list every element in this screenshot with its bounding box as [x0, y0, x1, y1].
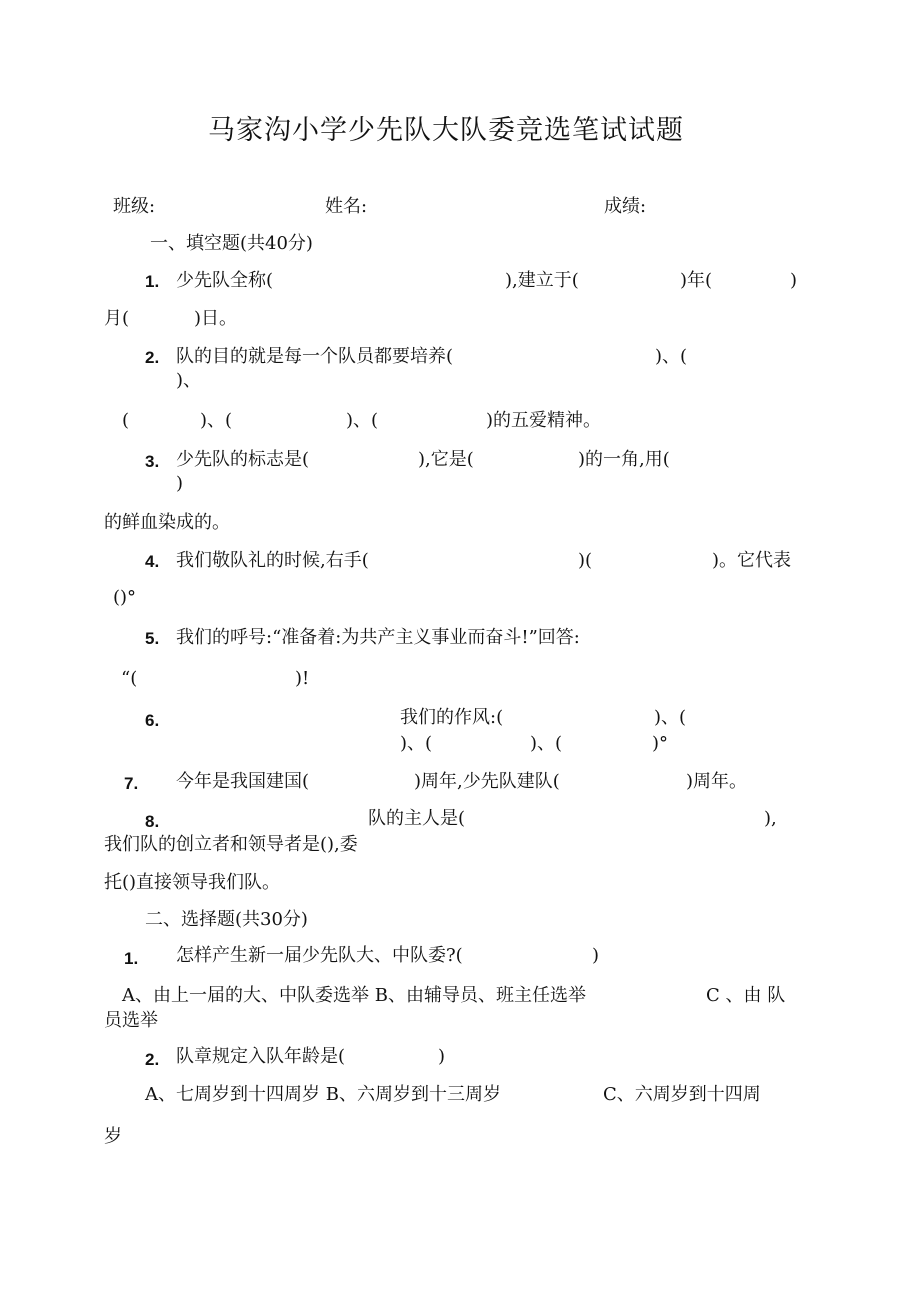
question-text: ) [790, 270, 798, 291]
question-text: ) [176, 473, 184, 494]
answer-option: C 、由 队 [706, 985, 786, 1006]
question-text: 队的主人是( [368, 808, 466, 829]
question-number: 2. [145, 1050, 160, 1069]
question-text: 我们队的创立者和领导者是(),委 [104, 834, 358, 855]
question-text: )、( [654, 707, 687, 728]
answer-option: C、六周岁到十四周 [603, 1084, 761, 1105]
question-number: 5. [145, 629, 160, 648]
question-number: 3. [145, 452, 160, 471]
question-number: 4. [145, 552, 160, 571]
question-text: 我们的作风:( [400, 707, 504, 728]
question-number: 7. [124, 774, 139, 793]
question-text: 队的目的就是每一个队员都要培养( [176, 346, 454, 367]
question-number: 2. [145, 348, 160, 367]
question-text: )。它代表 [712, 550, 792, 571]
question-text: )! [295, 668, 310, 689]
question-number: 1. [124, 949, 139, 968]
question-text: 我们的呼号:“准备着:为共产主义事业而奋斗!”回答: [176, 627, 580, 648]
class-label: 班级: [113, 196, 156, 217]
answer-options: A、七周岁到十四周岁 B、六周岁到十三周岁 [145, 1084, 501, 1105]
question-text: )的一角,用( [578, 449, 670, 470]
question-number: 1. [145, 272, 160, 291]
question-text: )、 [176, 370, 202, 391]
question-text: )、( [200, 410, 233, 431]
question-text: )、( [655, 346, 688, 367]
section-heading: 一、填空题(共40分) [150, 233, 313, 254]
question-text: “( [121, 668, 138, 689]
question-text: )、( [346, 410, 379, 431]
question-text: 我们敬队礼的时候,右手( [176, 550, 369, 571]
question-text: )周年。 [686, 771, 748, 792]
question-text: ( [122, 410, 130, 431]
question-text: 队章规定入队年龄是( [176, 1046, 346, 1067]
page-title: 马家沟小学少先队大队委竞选笔试试题 [208, 115, 684, 146]
question-text: )的五爱精神。 [486, 410, 602, 431]
question-text: 的鲜血染成的。 [104, 512, 230, 533]
score-label: 成绩: [604, 196, 647, 217]
question-number: 6. [145, 711, 160, 730]
answer-option: 员选举 [104, 1010, 158, 1031]
question-text: )、( [400, 733, 433, 754]
question-number: 8. [145, 812, 160, 831]
question-text: )周年,少先队建队( [414, 771, 560, 792]
question-text: 少先队的标志是( [176, 449, 310, 470]
question-text: )、( [530, 733, 563, 754]
question-text: )日。 [194, 308, 238, 329]
question-text: )年( [680, 270, 713, 291]
answer-options: A、由上一届的大、中队委选举 B、由辅导员、班主任选举 [122, 985, 586, 1006]
question-text: 今年是我国建国( [176, 771, 310, 792]
question-text: 月( [104, 308, 130, 329]
question-text: )° [652, 733, 669, 754]
question-text: )( [578, 550, 593, 571]
question-text: ()° [113, 587, 137, 608]
question-text: ), [764, 808, 777, 829]
answer-option: 岁 [104, 1126, 122, 1147]
question-text: ) [438, 1046, 446, 1067]
question-text: ),建立于( [505, 270, 579, 291]
question-text: 托()直接领导我们队。 [104, 872, 281, 893]
section-heading: 二、选择题(共30分) [145, 909, 308, 930]
question-text: ) [592, 945, 600, 966]
name-label: 姓名: [325, 196, 368, 217]
question-text: 怎样产生新一届少先队大、中队委?( [176, 945, 463, 966]
question-text: ),它是( [418, 449, 474, 470]
question-text: 少先队全称( [176, 270, 274, 291]
